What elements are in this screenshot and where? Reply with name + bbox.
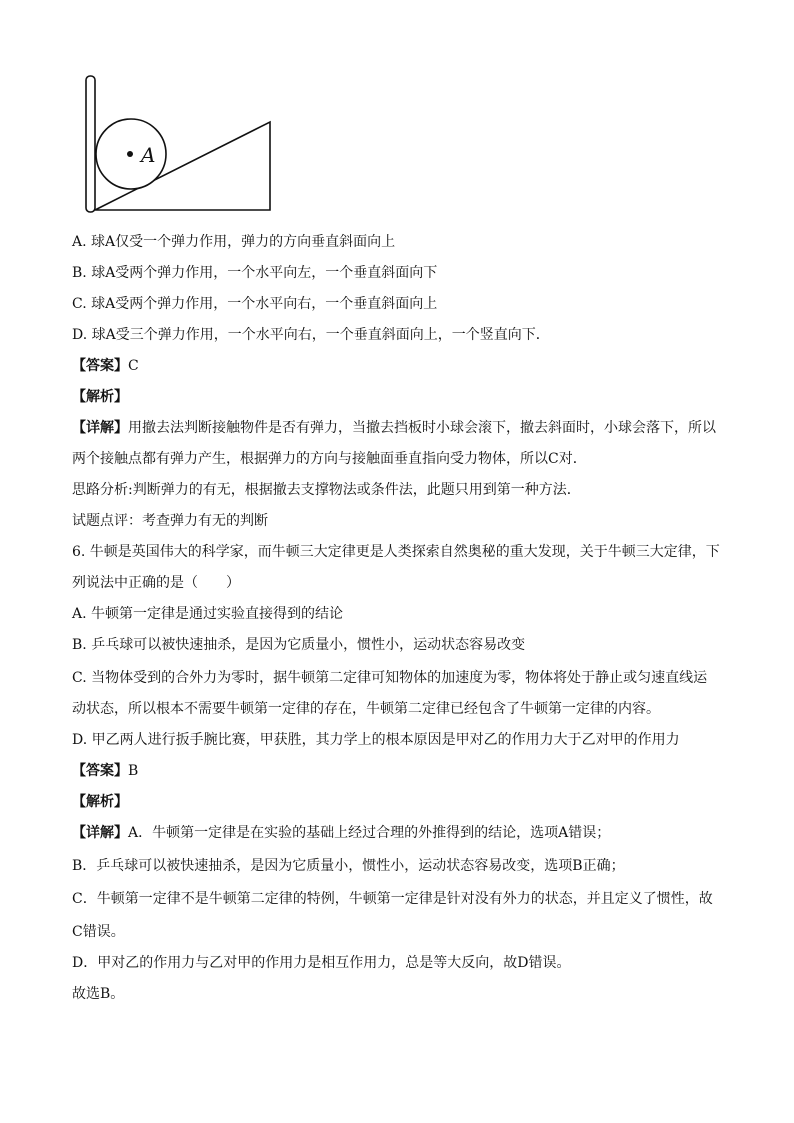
q6-detail-b: B．乒乓球可以被快速抽杀，是因为它质量小，惯性小，运动状态容易改变，选项B正确； bbox=[72, 858, 625, 874]
answer-value: B bbox=[128, 763, 139, 779]
q6-stem-line2: 列说法中正确的是（ ） bbox=[72, 575, 240, 591]
q5-option-c: C. 球A受两个弹力作用，一个水平向右，一个垂直斜面向上 bbox=[72, 296, 438, 312]
detail-tag: 【详解】 bbox=[72, 420, 128, 436]
q5-option-a: A. 球A仅受一个弹力作用，弹力的方向垂直斜面向上 bbox=[72, 234, 396, 250]
q6-analysis-tag: 【解析】 bbox=[72, 794, 128, 810]
detail-tag: 【详解】 bbox=[72, 825, 128, 841]
q6-detail-c-line2: C错误。 bbox=[72, 924, 125, 940]
q6-detail-a: 【详解】A．牛顿第一定律是在实验的基础上经过合理的外推得到的结论，选项A错误； bbox=[72, 825, 611, 841]
q5-detail-line2: 两个接触点都有弹力产生，根据弹力的方向与接触面垂直指向受力物体，所以C对． bbox=[72, 451, 587, 467]
q5-option-b: B. 球A受两个弹力作用，一个水平向左，一个垂直斜面向下 bbox=[72, 265, 438, 281]
q6-stem-line1: 6. 牛顿是英国伟大的科学家，而牛顿三大定律更是人类探索自然奥秘的重大发现，关于牛顿三大定律，下 bbox=[72, 544, 720, 560]
incline-ball-figure bbox=[80, 70, 280, 220]
q6-answer bbox=[72, 761, 138, 781]
q6-detail-c-line1: C．牛顿第一定律不是牛顿第二定律的特例，牛顿第一定律是针对没有外力的状态，并且定义了惯性，故 bbox=[72, 891, 713, 907]
ball-center-dot bbox=[127, 151, 133, 157]
q6-option-b: B. 乒乓球可以被快速抽杀，是因为它质量小，惯性小，运动状态容易改变 bbox=[72, 637, 526, 653]
ball-label: A bbox=[141, 143, 156, 167]
q6-option-c-line2: 动状态，所以根本不需要牛顿第一定律的存在，牛顿第二定律已经包含了牛顿第一定律的内容。 bbox=[72, 701, 660, 717]
q5-analysis-tag: 【解析】 bbox=[72, 389, 128, 405]
answer-tag: 【答案】 bbox=[72, 763, 128, 779]
answer-value: C bbox=[128, 358, 139, 374]
q5-detail-line1: 【详解】用撤去法判断接触物件是否有弹力，当撤去挡板时小球会滚下，撤去斜面时，小球会落下，所以 bbox=[72, 420, 716, 436]
q6-conclusion: 故选B。 bbox=[72, 986, 125, 1002]
q5-answer bbox=[72, 356, 139, 376]
q6-option-a: A. 牛顿第一定律是通过实验直接得到的结论 bbox=[72, 606, 344, 622]
q6-option-d: D. 甲乙两人进行扳手腕比赛，甲获胜，其力学上的根本原因是甲对乙的作用力大于乙对甲的作用力 bbox=[72, 732, 680, 748]
q5-thinking: 思路分析:判断弹力的有无，根据撤去支撑物法或条件法，此题只用到第一种方法． bbox=[72, 482, 581, 498]
q6-option-c-line1: C. 当物体受到的合外力为零时，据牛顿第二定律可知物体的加速度为零，物体将处于静止或匀速直线运 bbox=[72, 670, 708, 686]
q5-comment: 试题点评：考查弹力有无的判断 bbox=[72, 513, 268, 529]
q6-detail-d: D．甲对乙的作用力与乙对甲的作用力是相互作用力，总是等大反向，故D错误。 bbox=[72, 955, 571, 971]
wall-board bbox=[86, 76, 95, 212]
q5-option-d: D. 球A受三个弹力作用，一个水平向右，一个垂直斜面向上，一个竖直向下． bbox=[72, 327, 550, 343]
answer-tag: 【答案】 bbox=[72, 358, 128, 374]
